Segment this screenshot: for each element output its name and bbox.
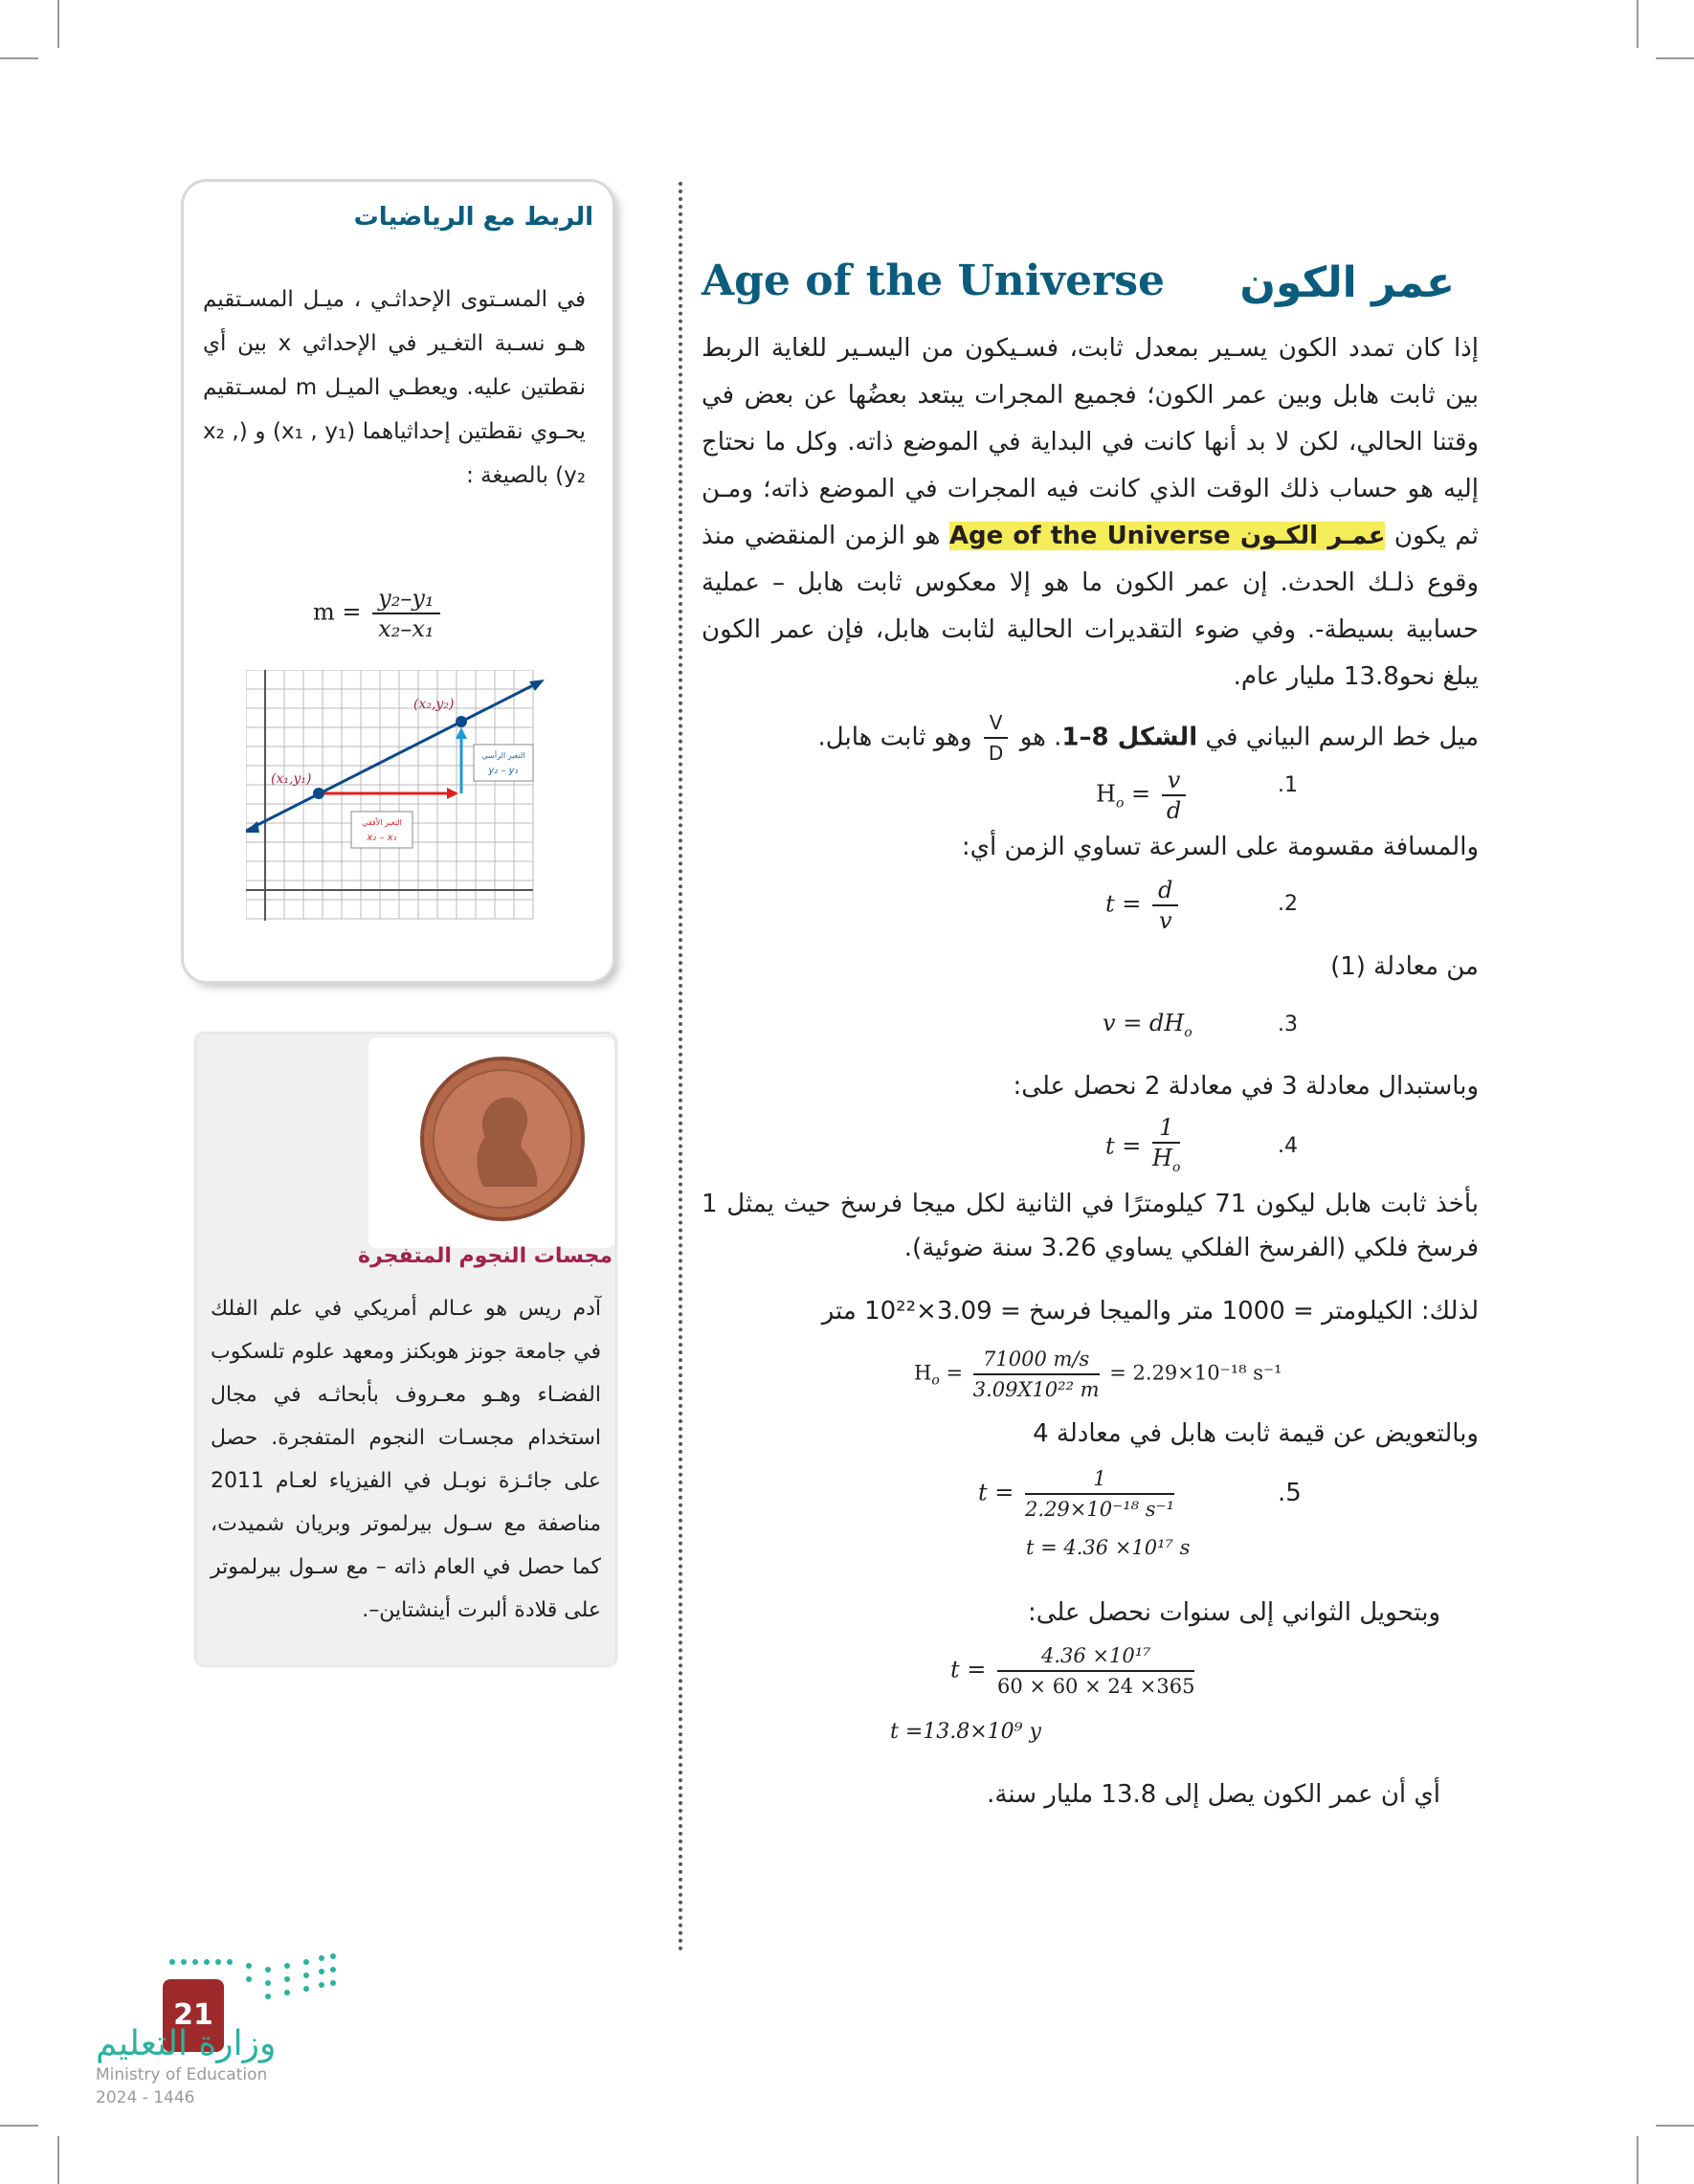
eq4-numerator: 1 bbox=[1152, 1113, 1180, 1144]
horizontal-label-1: التغير الأفقي bbox=[362, 818, 402, 827]
eq6-numerator: 4.36 ×10¹⁷ bbox=[997, 1641, 1194, 1672]
vertical-label-1: التغير الرأسي bbox=[481, 751, 525, 760]
math-box-title: الربط مع الرياضيات bbox=[353, 203, 593, 232]
crop-mark bbox=[1656, 57, 1694, 59]
slope-graph bbox=[246, 670, 552, 928]
slope-line bbox=[702, 708, 1479, 768]
ministry-logo-text: وزارة التعليم bbox=[96, 2024, 277, 2063]
fraction-denominator: D bbox=[988, 742, 1004, 765]
edition-year: 2024 - 1446 bbox=[96, 2088, 195, 2107]
eq1-denominator: d bbox=[1166, 797, 1182, 824]
column-divider bbox=[679, 182, 682, 1952]
highlight-term bbox=[949, 522, 1386, 550]
eq4-denominator-base: H bbox=[1152, 1145, 1172, 1171]
eq6-denominator: 60 × 60 × 24 ×365 bbox=[997, 1675, 1195, 1698]
eq4-denominator-sub: o bbox=[1171, 1159, 1181, 1175]
slope-fraction bbox=[372, 584, 439, 643]
equation-number: .5 bbox=[1278, 1479, 1302, 1507]
equation-number: .4 bbox=[1278, 1134, 1298, 1158]
eq2-lhs: t = bbox=[1105, 890, 1142, 918]
calc-sub: o bbox=[931, 1372, 940, 1389]
figure-ref: الشكل 8–1 bbox=[1061, 723, 1198, 752]
equation-number: .3 bbox=[1278, 1013, 1298, 1036]
highlight-en: Age of the Universe bbox=[948, 522, 1231, 550]
eq6-fraction bbox=[997, 1641, 1194, 1701]
calc-numerator: 71000 m/s bbox=[973, 1345, 1100, 1375]
equation-6 bbox=[950, 1641, 1198, 1701]
crop-mark bbox=[57, 2136, 59, 2184]
eq1-sub: o bbox=[1115, 795, 1125, 812]
eq6-result: t =13.8×10⁹ y bbox=[890, 1720, 1041, 1744]
eq2-denominator: v bbox=[1158, 907, 1172, 934]
intro-text-2: هو الزمن المنقضي منذ وقوع ذلـك الحدث. إن عمر الكون ما هو إلا معكوس ثابت هابل – عملية حسابية بسيطة-. وفي ضوء التقديرات الحالية لثابت هابل، فإن عمر الكون يبلغ نحو13.8 مليار عام. bbox=[702, 522, 1479, 691]
slope-text-1: ميل خط الرسم البياني في bbox=[1205, 723, 1479, 752]
v-over-d-fraction bbox=[984, 708, 1009, 768]
substitution-text: وباستبدال معادلة 3 في معادلة 2 نحصل على: bbox=[1013, 1072, 1479, 1101]
convert-text: وبتحويل الثواني إلى سنوات نحصل على: bbox=[1027, 1598, 1440, 1627]
from-eq1-text: من معادلة (1) bbox=[1330, 952, 1479, 981]
calc-fraction bbox=[973, 1345, 1100, 1404]
calc-denominator: 3.09X10²² m bbox=[972, 1378, 1100, 1401]
point-2-label: (x₂,y₂) bbox=[413, 697, 455, 712]
eq1-lhs: H bbox=[1096, 780, 1116, 808]
units-text: لذلك: الكيلومتر = 1000 متر والميجا فرسخ = 3.09×10²² متر bbox=[821, 1297, 1479, 1326]
calc-rhs: = 2.29×10⁻¹⁸ s⁻¹ bbox=[1109, 1361, 1282, 1385]
crop-mark bbox=[1637, 0, 1638, 48]
page-number: 21 bbox=[163, 1979, 224, 2052]
crop-mark bbox=[0, 57, 38, 59]
equation-number: .2 bbox=[1278, 892, 1298, 916]
section-title-en: Age of the Universe bbox=[702, 256, 1166, 305]
eq2-fraction bbox=[1152, 876, 1178, 935]
eq5-lhs: t = bbox=[978, 1479, 1014, 1506]
equation-1: $H_o$ = $\frac{v}{d}$ bbox=[1096, 766, 1190, 825]
eq1-numerator: v bbox=[1162, 766, 1187, 796]
equation-4 bbox=[1105, 1113, 1184, 1182]
equation-5 bbox=[978, 1464, 1178, 1524]
bio-text: آدم ريس هو عـالم أمريكي في علم الفلك في جامعة جونز هوبكنز ومعهد علوم تلسكوب الفضـاء وهـو معـروف بأبحاثـه في مجال استخدام مجسـات النجوم المتفجرة. حصل على جائـزة نوبـل في الفيزياء لعـام 2011 مناصفة مع سـول بيرلموتر وبريان شميدت، كما حصل في العام ذاته – مع سـول بيرلموتر على قلادة ألبرت أينشتاين–. bbox=[211, 1297, 601, 1622]
eq4-denominator bbox=[1152, 1144, 1180, 1182]
slope-denominator: x₂–x₁ bbox=[378, 615, 435, 642]
eq1-fraction bbox=[1162, 766, 1187, 825]
section-title-ar: عمر الكون bbox=[1239, 258, 1455, 307]
crop-mark bbox=[1656, 2125, 1694, 2127]
distance-text: والمسافة مقسومة على السرعة تساوي الزمن أي: bbox=[961, 833, 1479, 861]
slope-lhs: m = bbox=[313, 598, 362, 626]
horizontal-label-2: x₂ – x₁ bbox=[367, 833, 397, 843]
intro-text-1: إذا كان تمدد الكون يسـير بمعدل ثابت، فسـيكون من اليسـير للغاية الربط بين ثابت هابل وبين عمر الكون؛ فجميع المجرات يبتعد بعضُها عن بعض في وقتنا الحالي، لكن لا بد أنها كانت في البداية في الموضع ذاته. وكل ما نحتاج إليه هو حساب ذلك الوقت الذي كانت فيه المجرات في الموضع ذاته؛ ومـن ثم يكون bbox=[702, 334, 1479, 550]
eq4-fraction bbox=[1152, 1113, 1180, 1182]
bio-title: مجسات النجوم المتفجرة bbox=[358, 1244, 613, 1268]
slope-formula bbox=[313, 584, 444, 643]
intro-paragraph bbox=[702, 325, 1479, 701]
vertical-label-2: y₂ – y₁ bbox=[488, 766, 519, 776]
hubble-text: بأخذ ثابت هابل ليكون 71 كيلومترًا في الثانية لكل ميجا فرسخ حيث يمثل 1 فرسخ فلكي (الفرسخ الفلكي يساوي 3.26 سنة ضوئية). bbox=[702, 1190, 1479, 1262]
slope-numerator: y₂–y₁ bbox=[372, 584, 439, 614]
slope-text-2: . هو bbox=[1019, 723, 1062, 752]
fraction-numerator: V bbox=[984, 708, 1009, 739]
eq3-sub: o bbox=[1184, 1024, 1192, 1040]
blue-arrow-icon bbox=[456, 727, 467, 739]
calc-lhs: H bbox=[914, 1361, 932, 1385]
eq5-denominator: 2.29×10⁻¹⁸ s⁻¹ bbox=[1025, 1498, 1174, 1521]
eq5-numerator: 1 bbox=[1025, 1464, 1174, 1495]
compensation-text: وبالتعويض عن قيمة ثابت هابل في معادلة 4 bbox=[1033, 1419, 1479, 1448]
math-connection-box bbox=[184, 182, 613, 981]
slope-text-3: وهو ثابت هابل. bbox=[817, 723, 972, 752]
point-2 bbox=[456, 716, 467, 727]
equation-3 bbox=[1103, 1010, 1192, 1040]
equation-2 bbox=[1105, 876, 1182, 935]
eq4-lhs: t = bbox=[1105, 1132, 1142, 1160]
eq5-fraction bbox=[1025, 1464, 1174, 1524]
eq5-result: t = 4.36 ×10¹⁷ s bbox=[1026, 1536, 1191, 1559]
final-text: أي أن عمر الكون يصل إلى 13.8 مليار سنة. bbox=[987, 1780, 1440, 1809]
point-1-label: (x₁,y₁) bbox=[271, 771, 312, 787]
eq6-lhs: t = bbox=[950, 1656, 987, 1683]
crop-mark bbox=[1637, 2136, 1638, 2184]
nobel-medal-image bbox=[416, 1053, 589, 1225]
math-box-text: في المسـتوى الإحداثـي ، ميـل المسـتقيم هـو نسـبة التغـير في الإحداثي x بين أي نقطتين عليه. ويعطـي الميـل m لمسـتقيم يحـوي نقطتين إحداثياهما (x₁ , y₁) و (x₂ , y₂) بالصيغة : bbox=[203, 287, 586, 488]
crop-mark bbox=[57, 0, 59, 48]
hubble-calculation: $H_o$ = $\frac{71000 m/s}{\text{3.09X10²² m}}$ = 2.29×10⁻¹⁸ s⁻¹ bbox=[914, 1345, 1282, 1404]
highlight-ar: عمـر الكـون bbox=[1239, 522, 1386, 550]
ministry-logo-en: Ministry of Education bbox=[96, 2065, 268, 2084]
eq2-numerator: d bbox=[1152, 876, 1178, 906]
eq3-expr: v = dH bbox=[1103, 1010, 1185, 1036]
crop-mark bbox=[0, 2125, 38, 2127]
point-1 bbox=[313, 788, 324, 799]
equation-number: .1 bbox=[1278, 773, 1298, 797]
